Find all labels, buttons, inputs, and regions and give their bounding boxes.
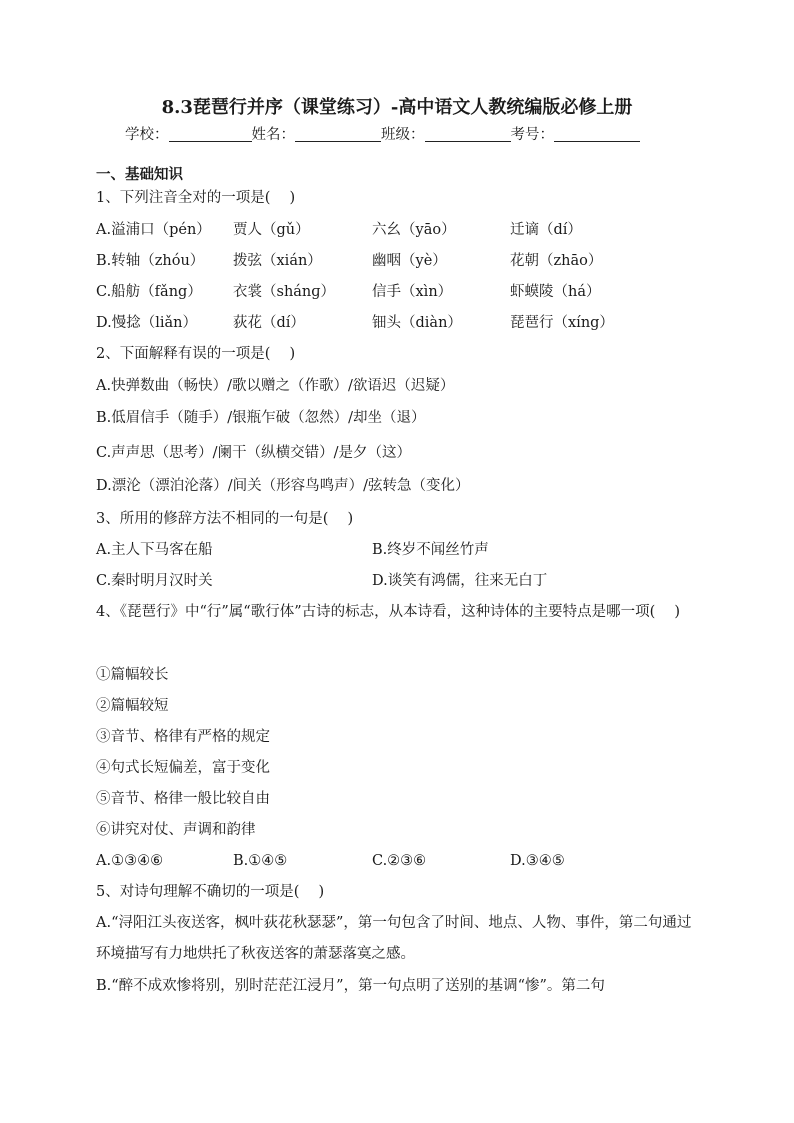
q1-c-3: 信手（xìn） xyxy=(372,284,453,300)
q1-a-4: 迁谪（dí） xyxy=(510,222,582,238)
q4-item-2: ②篇幅较短 xyxy=(96,698,169,714)
q1-b-4: 花朝（zhāo） xyxy=(510,253,603,269)
q4-option-b: B.①④⑤ xyxy=(233,853,288,869)
number-label: 考号： xyxy=(510,127,554,143)
q1-d-2: 荻花（dí） xyxy=(233,315,305,331)
q4-option-a: A.①③④⑥ xyxy=(96,853,164,869)
q4-item-3: ③音节、格律有严格的规定 xyxy=(96,729,270,745)
q4-item-5: ⑤音节、格律一般比较自由 xyxy=(96,791,270,807)
q1-a-3: 六幺（yāo） xyxy=(372,222,456,238)
q1-d-3: 钿头（diàn） xyxy=(372,315,462,331)
school-blank[interactable] xyxy=(169,125,252,142)
q4-option-c: C.②③⑥ xyxy=(372,853,427,869)
q3-row-2 xyxy=(96,571,716,591)
number-blank[interactable] xyxy=(554,125,640,142)
q1-d-1: D.慢捻（liǎn） xyxy=(96,315,197,331)
q1-row-d xyxy=(96,313,716,333)
q3-row-1 xyxy=(96,540,716,560)
q3-option-d: D.谈笑有鸿儒，往来无白丁 xyxy=(372,573,548,589)
q1-c-1: C.船舫（fǎng） xyxy=(96,284,202,300)
q2-option-c: C.声声思（思考）/阑干（纵横交错）/是夕（这） xyxy=(96,445,411,461)
q5-option-a: A.“浔阳江头夜送客，枫叶荻花秋瑟瑟”，第一句包含了时间、地点、人物、事件，第二句通过环境描写有力地烘托了秋夜送客的萧瑟落寞之感。 xyxy=(96,915,692,962)
name-label: 姓名： xyxy=(251,127,295,143)
q1-b-2: 拨弦（xián） xyxy=(233,253,322,269)
q4-item-1: ①篇幅较长 xyxy=(96,667,169,683)
q4-item-4: ④句式长短偏差，富于变化 xyxy=(96,760,270,776)
q5-option-b: B.“醉不成欢惨将别，别时茫茫江浸月”，第一句点明了送别的基调“惨”。第二句 xyxy=(96,978,605,994)
question-2-stem: 2、下面解释有误的一项是( ) xyxy=(96,346,296,362)
q1-c-2: 衣裳（shánɡ） xyxy=(233,284,336,300)
q1-row-c xyxy=(96,282,716,302)
q1-b-1: B.转轴（zhóu） xyxy=(96,253,205,269)
q1-d-4: 琵琶行（xíng） xyxy=(510,315,614,331)
question-5-stem: 5、对诗句理解不确切的一项是( ) xyxy=(96,884,325,900)
name-blank[interactable] xyxy=(295,125,381,142)
class-blank[interactable] xyxy=(425,125,511,142)
q2-option-d: D.漂沦（漂泊沦落）/间关（形容鸟鸣声）/弦转急（变化） xyxy=(96,478,470,494)
q1-row-a xyxy=(96,220,716,240)
class-label: 班级： xyxy=(381,127,425,143)
q3-option-a: A.主人下马客在船 xyxy=(96,542,213,558)
q2-option-b: B.低眉信手（随手）/银瓶乍破（忽然）/却坐（退） xyxy=(96,410,426,426)
q4-item-6: ⑥讲究对仗、声调和韵律 xyxy=(96,822,256,838)
page-title: 8.3琵琶行并序（课堂练习）-高中语文人教统编版必修上册 xyxy=(161,97,633,118)
q4-option-d: D.③④⑤ xyxy=(510,853,565,869)
q1-b-3: 幽咽（yè） xyxy=(372,253,447,269)
question-1-stem: 1、下列注音全对的一项是( ) xyxy=(96,190,296,206)
q2-option-a: A.快弹数曲（畅快）/歌以赠之（作歌）/欲语迟（迟疑） xyxy=(96,378,455,394)
q3-option-c: C.秦时明月汉时关 xyxy=(96,573,213,589)
question-3-stem: 3、所用的修辞方法不相同的一句是( ) xyxy=(96,511,354,527)
q4-options-row xyxy=(96,851,716,871)
q1-a-1: A.溢浦口（pén） xyxy=(96,222,211,238)
q1-c-4: 虾蟆陵（há） xyxy=(510,284,601,300)
q1-row-b xyxy=(96,251,716,271)
q1-a-2: 贾人（gǔ） xyxy=(233,222,310,238)
school-label: 学校： xyxy=(125,127,169,143)
question-4-stem: 4、《琵琶行》中“行”属“歌行体”古诗的标志，从本诗看，这种诗体的主要特点是哪一项( ) xyxy=(96,604,681,620)
student-info-line xyxy=(125,124,685,146)
section-heading: 一、基础知识 xyxy=(96,166,183,183)
q3-option-b: B.终岁不闻丝竹声 xyxy=(372,542,489,558)
